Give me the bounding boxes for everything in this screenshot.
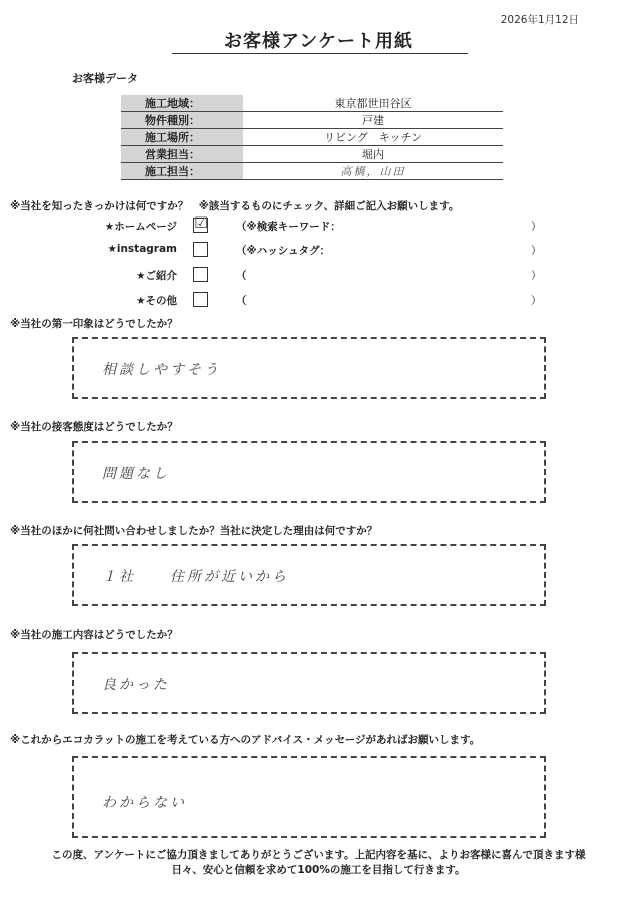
question-service-attitude: ※当社の接客態度はどうでしたか？ <box>10 421 178 433</box>
handwritten-answer: 相談しやすそう <box>102 362 221 378</box>
customer-row-value-handwritten: 高橋，山田 <box>243 163 503 180</box>
customer-row-value: 東京都世田谷区 <box>243 95 503 112</box>
source-option-referral <box>0 266 637 286</box>
check-mark-icon: ☑ <box>194 213 209 232</box>
answer-box-other-companies[interactable] <box>72 544 546 606</box>
footer-line-1: この度、アンケートにご協力頂きましてありがとうございます。上記内容を基に、よりお客様に喜んで頂きます様 <box>51 849 586 861</box>
customer-row-label: 施工地域： <box>121 95 243 112</box>
page-title: お客様アンケート用紙 <box>224 31 413 52</box>
question-other-companies: ※当社のほかに何社問い合わせしましたか？当社に決定した理由は何ですか？ <box>10 525 378 537</box>
homepage-checkbox[interactable] <box>193 213 209 233</box>
source-option-label: ★その他 <box>136 295 177 307</box>
customer-row-property-type <box>121 112 503 129</box>
source-option-label: ★instagram <box>107 243 177 255</box>
customer-row-sales-rep <box>121 146 503 163</box>
source-option-homepage <box>0 213 637 237</box>
source-question: ※当社を知ったきっかけは何ですか？ ※該当するものにチェック、詳細ご記入お願いします。 <box>10 200 460 212</box>
source-option-instagram <box>0 241 637 261</box>
source-option-note: （※検索キーワード： <box>236 221 341 233</box>
source-option-note: （ <box>236 270 247 282</box>
source-option-note: （※ハッシュタグ： <box>236 245 330 257</box>
footer-line-2: 日々、安心と信頼を求めて100%の施工を目指して行きます。 <box>171 864 466 876</box>
customer-row-label: 物件種別： <box>121 112 243 129</box>
referral-checkbox[interactable] <box>193 267 208 282</box>
answer-box-first-impression[interactable] <box>72 337 546 399</box>
source-option-label: ★ご紹介 <box>136 270 177 282</box>
source-option-close: ） <box>531 245 542 257</box>
source-option-note: （ <box>236 295 247 307</box>
answer-box-work-quality[interactable] <box>72 652 546 714</box>
answer-box-advice[interactable] <box>72 756 546 838</box>
customer-row-value: 堀内 <box>243 146 503 163</box>
customer-section-label: お客様データ <box>72 72 138 85</box>
handwritten-answer: わからない <box>102 795 187 811</box>
instagram-checkbox[interactable] <box>193 242 208 257</box>
question-advice: ※これからエコカラットの施工を考えている方へのアドバイス・メッセージがあればお願いします。 <box>10 734 481 746</box>
customer-row-label: 施工担当： <box>121 163 243 180</box>
source-option-close: ） <box>531 221 542 233</box>
source-option-label: ★ホームページ <box>104 221 177 233</box>
customer-row-location <box>121 129 503 146</box>
handwritten-answer: １社 住所が近いから <box>102 569 289 585</box>
customer-row-installer <box>121 163 503 180</box>
customer-data-table <box>121 95 503 180</box>
customer-row-label: 施工場所： <box>121 129 243 146</box>
handwritten-answer: 良かった <box>102 677 170 693</box>
source-option-close: ） <box>531 270 542 282</box>
question-work-quality: ※当社の施工内容はどうでしたか？ <box>10 629 178 641</box>
customer-row-area <box>121 95 503 112</box>
source-option-other <box>0 291 637 311</box>
footer-thanks <box>0 848 637 878</box>
answer-box-service-attitude[interactable] <box>72 441 546 503</box>
title-underline <box>172 53 468 54</box>
other-checkbox[interactable] <box>193 292 208 307</box>
survey-date: 2026年1月12日 <box>500 14 579 26</box>
question-first-impression: ※当社の第一印象はどうでしたか？ <box>10 318 178 330</box>
handwritten-answer: 問題なし <box>102 466 170 482</box>
customer-row-value: 戸建 <box>243 112 503 129</box>
source-option-close: ） <box>531 295 542 307</box>
customer-row-label: 営業担当： <box>121 146 243 163</box>
customer-row-value: リビング キッチン <box>243 129 503 146</box>
